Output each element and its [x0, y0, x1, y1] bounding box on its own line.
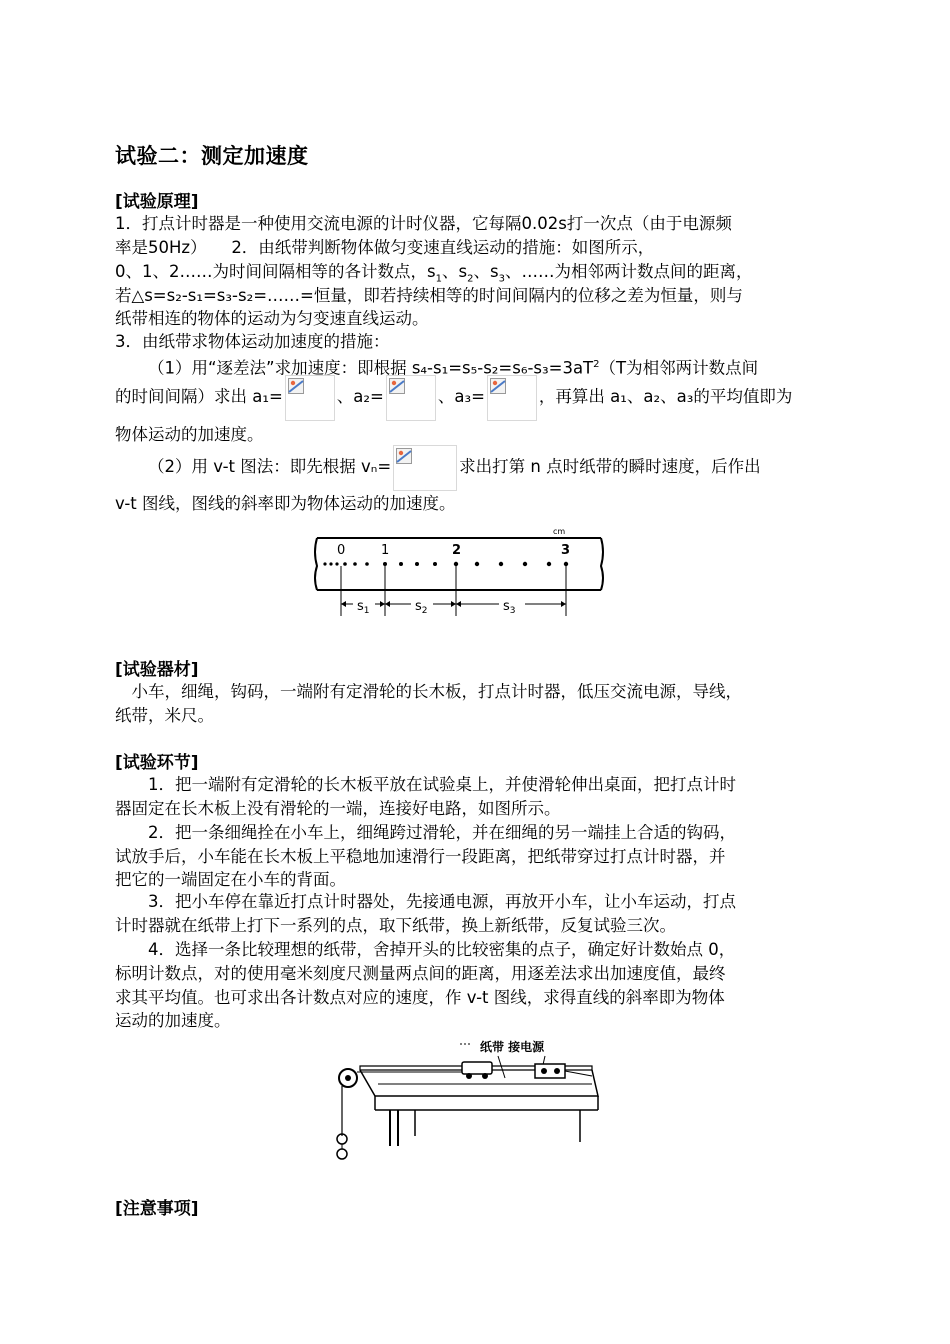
formula-image-a2 — [386, 375, 436, 421]
principle-p2-line3: 纸带相连的物体的运动为匀变速直线运动。 — [115, 309, 429, 328]
formula-image-a3 — [487, 375, 537, 421]
step1-line2: 器固定在长木板上没有滑轮的一端，连接好电路，如图所示。 — [115, 799, 561, 818]
tape-label-3: 3 — [561, 543, 571, 558]
image-placeholder-icon — [396, 448, 412, 464]
step2-line1: 2．把一条细绳拴在小车上，细绳跨过滑轮，并在细绳的另一端挂上合适的钩码， — [148, 823, 736, 842]
step1-line1: 1．把一端附有定滑轮的长木板平放在试验桌上，并使滑轮伸出桌面，把打点计时 — [148, 775, 736, 794]
equipment-line2: 纸带，米尺。 — [115, 706, 214, 725]
tape-label-1: 1 — [381, 543, 390, 558]
principle-p2-line2: 若△s=s₂-s₁=s₃-s₂=……=恒量，即若持续相等的时间间隔内的位移之差为恒量，则与 — [115, 286, 743, 305]
apparatus-figure — [330, 1036, 605, 1168]
step4-line2: 标明计数点，对的使用毫米刻度尺测量两点间的距离，用逐差法求出加速度值，最终 — [115, 964, 726, 983]
formula-image-vn — [393, 445, 457, 491]
tape-unit: cm — [553, 527, 566, 536]
principle-method1-line2: 的时间间隔）求出 a₁= 、a₂= 、a₃= ，再算出 a₁、a₂、a₃的平均值即为 — [115, 374, 792, 421]
step2-line3: 把它的一端固定在小车的背面。 — [115, 870, 346, 889]
step4-line1: 4．选择一条比较理想的纸带，舍掉开头的比较密集的点子，确定好计数始点 0， — [148, 940, 736, 959]
principle-p1-line1: 1．打点计时器是一种使用交流电源的计时仪器，它每隔0.02s打一次点（由于电源频 — [115, 214, 732, 233]
principle-heading: [试验原理] — [115, 192, 199, 212]
principle-method1-line1: （1）用“逐差法”求加速度：即根据 $s_4-s_1=s_5-s_2=s_6-s_3=3aT^2(T$为相邻两计数点间 — [148, 358, 759, 378]
paper-tape-figure — [305, 522, 610, 622]
tape-label-0: 0 — [337, 543, 346, 558]
step3-line1: 3．把小车停在靠近打点计时器处，先接通电源，再放开小车，让小车运动，打点 — [148, 892, 736, 911]
image-placeholder-icon — [288, 378, 304, 394]
step4-line3: 求其平均值。也可求出各计数点对应的速度，作 v-t 图线，求得直线的斜率即为物体 — [115, 988, 725, 1007]
image-placeholder-icon — [389, 378, 405, 394]
steps-heading: [试验环节] — [115, 753, 199, 773]
tape-label-2: 2 — [452, 543, 462, 558]
principle-method2-line2: v-t 图线，图线的斜率即为物体运动的加速度。 — [115, 494, 456, 513]
notes-heading: [注意事项] — [115, 1199, 199, 1219]
step3-line2: 计时器就在纸带上打下一系列的点，取下纸带，换上新纸带，反复试验三次。 — [115, 916, 676, 935]
tape-s2-label: $s_2$ — [415, 599, 428, 616]
principle-method1-line3: 物体运动的加速度。 — [115, 425, 264, 444]
principle-p1-line2: 率是50Hz） 2．由纸带判断物体做匀变速直线运动的措施：如图所示， — [115, 238, 655, 257]
formula-image-a1 — [285, 375, 335, 421]
image-placeholder-icon — [490, 378, 506, 394]
equipment-heading: [试验器材] — [115, 660, 199, 680]
apparatus-label: 纸带 接电源 — [480, 1040, 545, 1054]
equipment-line1: 小车，细绳，钩码，一端附有定滑轮的长木板，打点计时器，低压交流电源，导线， — [115, 682, 742, 701]
principle-method2-line1: （2）用 v-t 图法：即先根据 vₙ= 求出打第 n 点时纸带的瞬时速度，后作出 — [148, 444, 761, 491]
tape-s1-label: $s_1$ — [357, 599, 370, 616]
page-title: 试验二：测定加速度 — [115, 144, 309, 168]
step4-line4: 运动的加速度。 — [115, 1011, 231, 1030]
tape-s3-label: $s_3$ — [503, 599, 516, 616]
step2-line2: 试放手后，小车能在长木板上平稳地加速滑行一段距离，把纸带穿过打点计时器，并 — [115, 847, 726, 866]
principle-p2-line1: 0、1、2……为时间间隔相等的各计数点，$s_1$、$s_2$、$s_3$、……为相邻两计数点间的距离， — [115, 262, 753, 285]
principle-p3-line1: 3．由纸带求物体运动加速度的措施： — [115, 332, 390, 351]
